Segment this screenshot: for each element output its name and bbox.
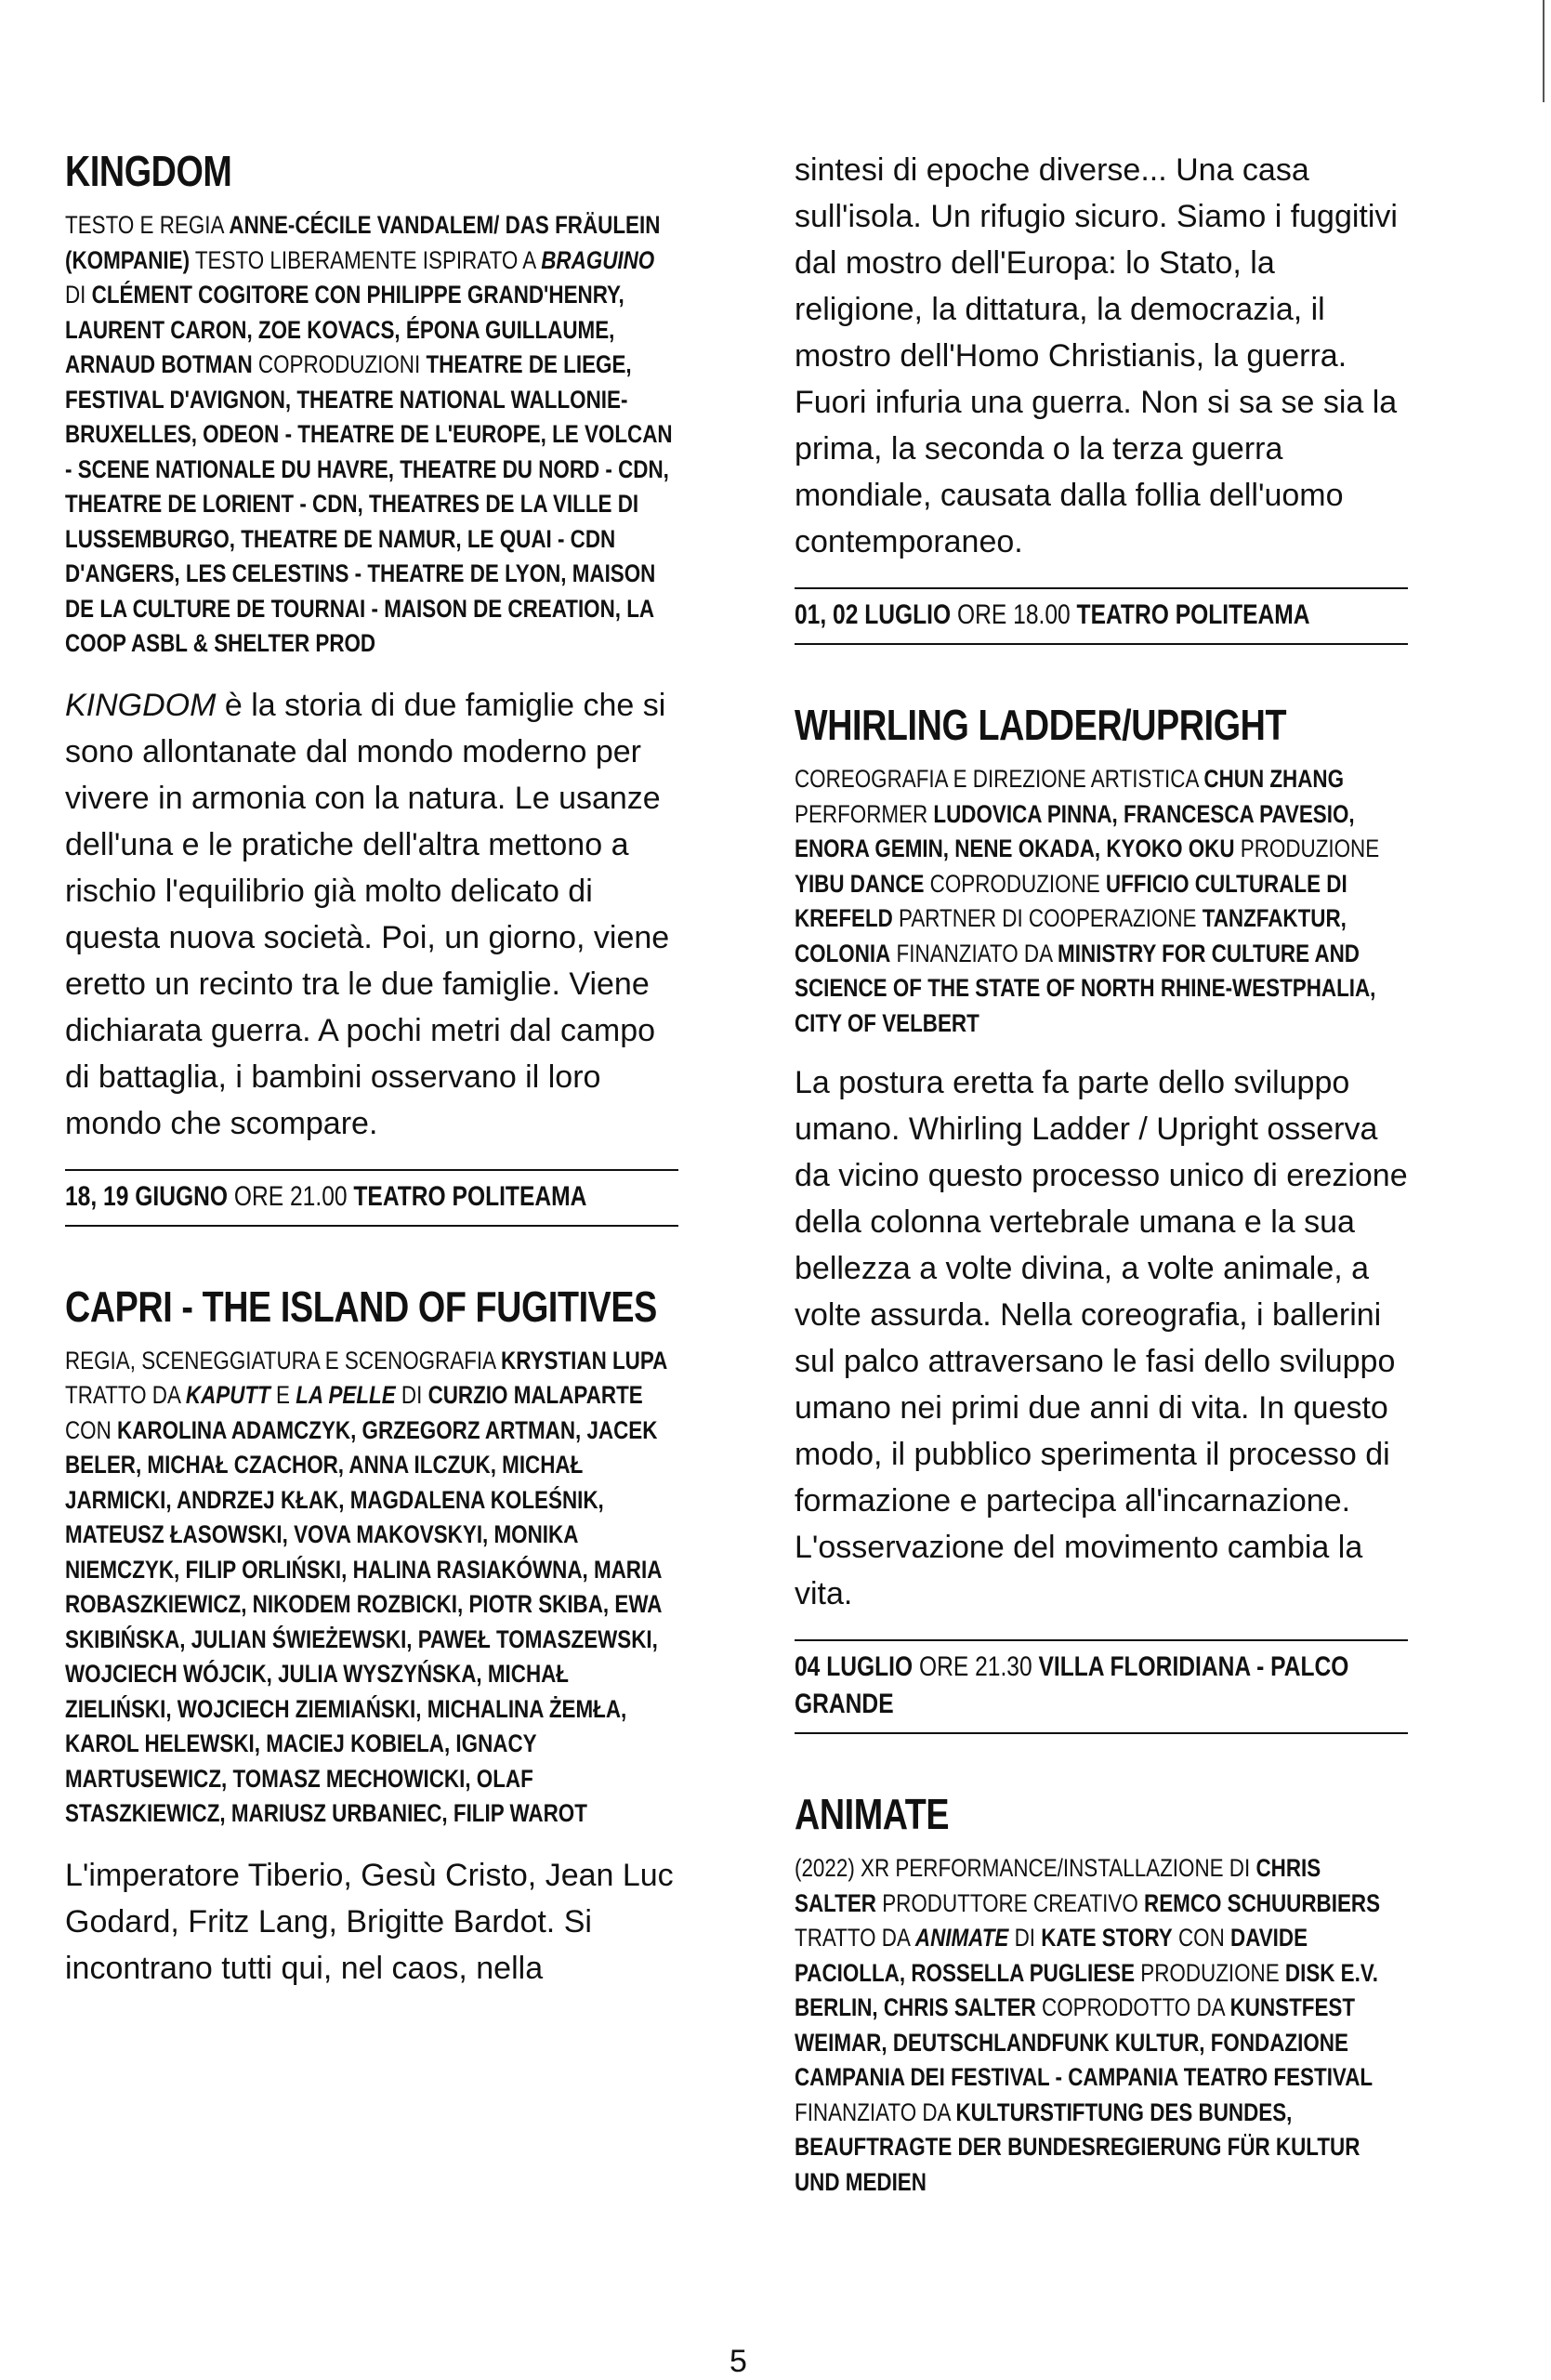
left-column [65,147,678,1992]
credits-text: REGIA, SCENEGGIATURA E SCENOGRAFIA [65,1346,502,1374]
event-time: ORE 18.00 [957,599,1071,630]
credits-name: CHUN ZHANG [1203,765,1345,793]
credits-name: KULTURSTIFTUNG DES BUNDES, BEAUFTRAGTE DER BUNDESREGIERUNG FÜR KULTUR UND MEDIEN [795,2097,1360,2196]
event-credits [795,1851,1408,2200]
credits-name: KATE STORY [1041,1924,1173,1952]
credits-work: BRAGUINO [541,245,655,274]
credits-name: ANNE-CÉCILE VANDALEM/ DAS FRÄULEIN (KOMPANIE) [65,211,661,274]
credits-name: LUDOVICA PINNA, FRANCESCA PAVESIO, ENORA GEMIN, NENE OKADA, KYOKO OKU [795,799,1355,862]
event-venue: TEATRO POLITEAMA [353,1180,587,1212]
event-time: ORE 21.00 [233,1180,348,1212]
event-description [65,682,678,1147]
event-animate [795,1790,1408,2200]
credits-name: TANZFAKTUR, COLONIA [795,904,1347,967]
credits-text: COPRODUZIONI [252,350,427,378]
credits-text: PARTNER DI COOPERAZIONE [892,904,1203,932]
credits-text: DI [65,281,92,309]
credits-name: REMCO SCHUURBIERS [1144,1888,1381,1917]
credits-text: TESTO E REGIA [65,211,230,239]
event-date: 18, 19 GIUGNO [65,1180,229,1212]
credits-text: E [269,1381,296,1409]
credits-name: THEATRE DE LIEGE, FESTIVAL D'AVIGNON, THEATRE NATIONAL WALLONIE-BRUXELLES, ODEON - THEATRE DE L'EUROPE, LE VOLCAN - SCENE NATIONALE DU HAVRE, THEATRE DU NORD - CDN, THEATRE DE LORIENT - CDN, THEATRES DE LA VILLE DI LUSSEMBURGO, THEATRE DE NAMUR, LE QUAI - CDN D'ANGERS, LES CELESTINS - THEATRE DE LYON, MAISON DE LA CULTURE DE TOURNAI - MAISON DE CREATION, LA COOP ASBL & SHELTER PROD [65,350,673,657]
event-kingdom [65,147,678,1227]
credits-text: PRODUZIONE [1135,1958,1285,1987]
event-schedule [65,1169,678,1227]
credits-text: CON [1172,1924,1231,1952]
credits-name: CHRIS SALTER [795,1854,1321,1917]
event-capri-continued [795,147,1408,645]
event-description: L'imperatore Tiberio, Gesù Cristo, Jean Luc Godard, Fritz Lang, Brigitte Bardot. Si incontrano tutti qui, nel caos, nella [65,1857,674,1986]
page-number: 5 [729,2344,747,2379]
credits-name: KRYSTIAN LUPA [501,1346,668,1374]
credits-name: CURZIO MALAPARTE [427,1381,643,1409]
credits-text: COREOGRAFIA E DIREZIONE ARTISTICA [795,765,1204,793]
event-venue: TEATRO POLITEAMA [1076,599,1310,630]
credits-name: DAVIDE PACIOLLA, ROSSELLA PUGLIESE [795,1924,1308,1987]
event-title: CAPRI - THE ISLAND OF FUGITIVES [65,1282,657,1331]
description-text: è la storia di due famiglie che si sono allontanate dal mondo moderno per vivere in armonia con la natura. Le usanze dell'una e le pratiche dell'altra mettono a rischio l'equilibrio già molto delicato di questa nuova società. Poi, un giorno, viene eretto un recinto tra le due famiglie. Viene dichiarata guerra. A pochi metri dal campo di battaglia, i bambini osservano il loro mondo che scompare. [65,687,670,1141]
credits-work: KAPUTT [185,1381,270,1409]
credits-name: DISK E.V. BERLIN, CHRIS SALTER [795,1958,1378,2021]
event-venue: VILLA FLORIDIANA - PALCO GRANDE [795,1651,1349,1719]
credits-text: PRODUTTORE CREATIVO [875,1888,1145,1917]
credits-name: CLÉMENT COGITORE CON PHILIPPE GRAND'HENRY, LAURENT CARON, ZOE KOVACS, ÉPONA GUILLAUME, ARNAUD BOTMAN [65,281,624,378]
event-title: ANIMATE [795,1790,950,1838]
event-whirling-ladder [795,701,1408,1734]
right-column [795,147,1408,2200]
credits-text: TRATTO DA [65,1381,186,1409]
credits-work: ANIMATE [914,1924,1009,1952]
credits-text: PERFORMER [795,799,934,828]
page-edge-line [1543,0,1544,102]
event-credits [65,208,678,662]
credits-text: PRODUZIONE [1234,835,1380,862]
credits-name: KAROLINA ADAMCZYK, GRZEGORZ ARTMAN, JACEK BELER, MICHAŁ CZACHOR, ANNA ILCZUK, MICHAŁ JARMICKI, ANDRZEJ KŁAK, MAGDALENA KOLEŚNIK, MATEUSZ ŁASOWSKI, VOVA MAKOVSKYI, MONIKA NIEMCZYK, FILIP ORLIŃSKI, HALINA RASIAKÓWNA, MARIA ROBASZKIEWICZ, NIKODEM ROZBICKI, PIOTR SKIBA, EWA SKIBIŃSKA, JULIAN ŚWIEŻEWSKI, PAWEŁ TOMASZEWSKI, WOJCIECH WÓJCIK, JULIA WYSZYŃSKA, MICHAŁ ZIELIŃSKI, WOJCIECH ZIEMIAŃSKI, MICHALINA ŻEMŁA, KAROL HELEWSKI, MACIEJ KOBIELA, IGNACY MARTUSEWICZ, TOMASZ MECHOWICKI, OLAF STASZKIEWICZ, MARIUSZ URBANIEC, FILIP WAROT [65,1415,662,1827]
credits-text: DI [1008,1924,1042,1952]
event-schedule [795,587,1408,645]
credits-text: CON [65,1415,118,1444]
credits-name: KUNSTFEST WEIMAR, DEUTSCHLANDFUNK KULTUR, FONDAZIONE CAMPANIA DEI FESTIVAL - CAMPANIA TEATRO FESTIVAL [795,1993,1374,2091]
event-title: WHIRLING LADDER/UPRIGHT [795,701,1287,749]
event-credits [65,1344,678,1832]
credits-text: COPRODUZIONE [924,869,1106,898]
credits-text: (2022) XR PERFORMANCE/INSTALLAZIONE DI [795,1854,1256,1882]
credits-text: TESTO LIBERAMENTE ISPIRATO A [190,245,542,274]
credits-text: COPRODOTTO DA [1035,1993,1230,2021]
event-credits [795,762,1408,1041]
event-description: La postura eretta fa parte dello sviluppo umano. Whirling Ladder / Upright osserva da vicino questo processo unico di erezione della colonna vertebrale umana e la sua bellezza a volte divina, a volte animale, a volte assurda. Nella coreografia, i ballerini sul palco attraversano le fasi dello sviluppo umano nei primi due anni di vita. In questo modo, il pubblico sperimenta il processo di formazione e partecipa all'incarnazione. L'osservazione del movimento cambia la vita. [795,1065,1408,1611]
description-work-title: KINGDOM [65,687,217,723]
credits-text: TRATTO DA [795,1924,915,1952]
credits-name: YIBU DANCE [795,869,925,898]
credits-text: FINANZIATO DA [795,2097,956,2126]
credits-name: MINISTRY FOR CULTURE AND SCIENCE OF THE STATE OF NORTH RHINE-WESTPHALIA, CITY OF VELBERT [795,939,1376,1037]
credits-work: LA PELLE [296,1381,396,1409]
event-date: 01, 02 LUGLIO [795,599,952,630]
credits-text: DI [395,1381,428,1409]
event-title: KINGDOM [65,147,232,195]
credits-name: UFFICIO CULTURALE DI KREFELD [795,869,1347,932]
event-time: ORE 21.30 [918,1651,1032,1682]
event-schedule [795,1639,1408,1734]
event-description-continued: sintesi di epoche diverse... Una casa sull'isola. Un rifugio sicuro. Siamo i fuggitivi dal mostro dell'Europa: lo Stato, la religione, la dittatura, la democrazia, il mostro dell'Homo Christianis, la guerra. Fuori infuria una guerra. Non si sa se sia la prima, la seconda o la terza guerra mondiale, causata dalla follia dell'uomo contemporaneo. [795,152,1398,559]
credits-text: FINANZIATO DA [890,939,1058,967]
event-capri [65,1282,678,1992]
event-date: 04 LUGLIO [795,1651,914,1682]
